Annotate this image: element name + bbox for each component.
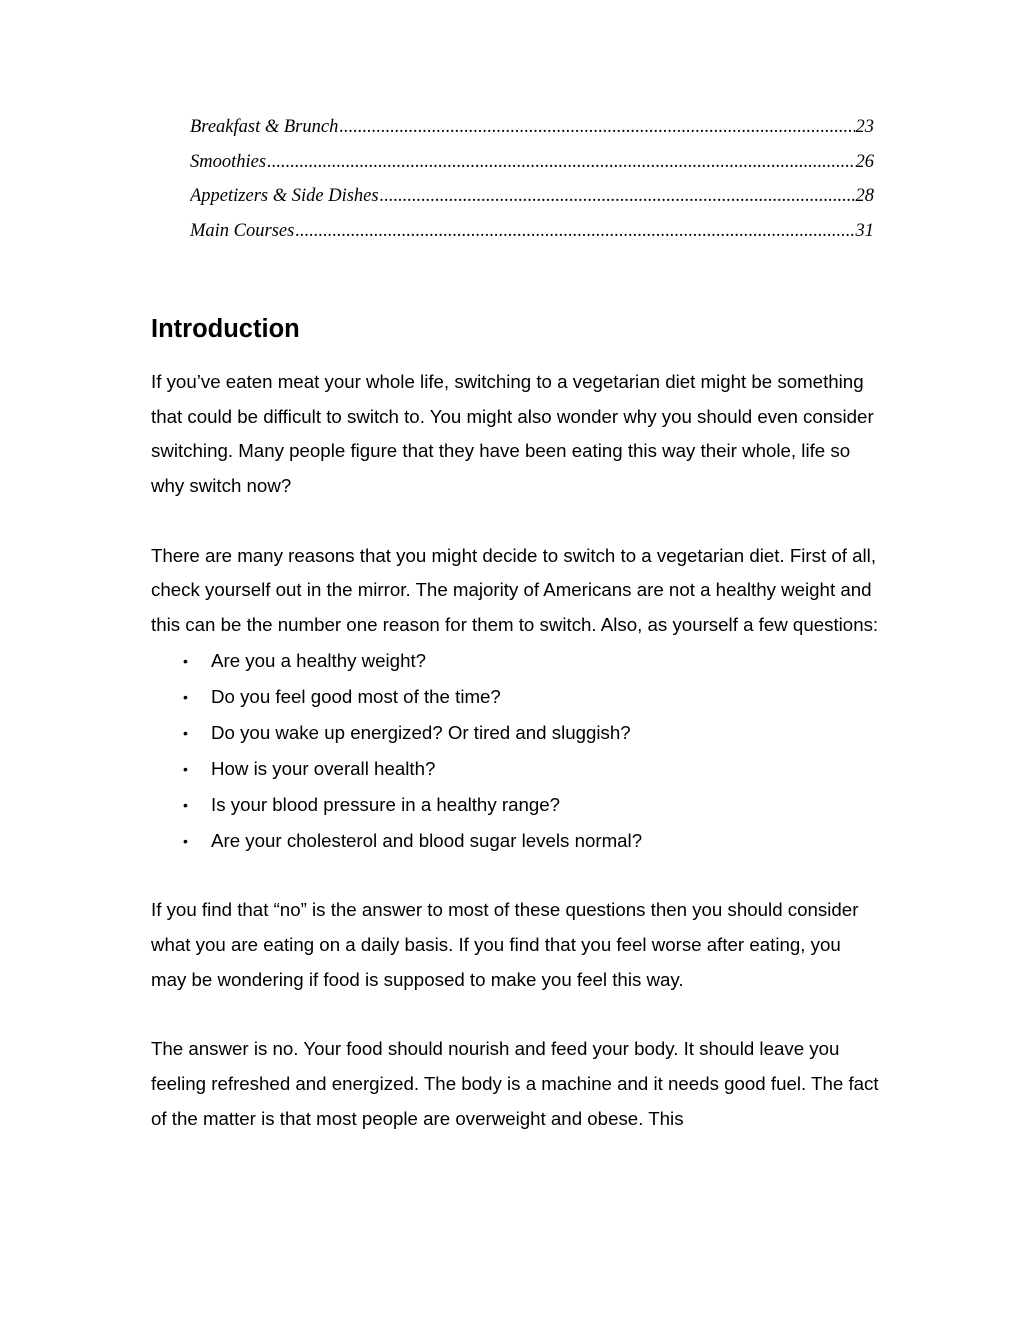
- paragraph-reasons: There are many reasons that you might decide to switch to a vegetarian diet. First of all, check yourself out in the mirror. The majority of Americans are not a healthy weight and this can be the number one reason for them to switch. Also, as yourself a few questions:: [151, 544, 879, 635]
- main-content: [151, 309, 881, 1136]
- bullet-icon: •: [183, 652, 188, 669]
- paragraph-spacer: [151, 859, 881, 894]
- toc-entry-page: 31: [855, 221, 874, 242]
- bullet-icon: •: [183, 796, 188, 813]
- toc-leader-dots: [295, 221, 854, 242]
- toc-leader-dots: [380, 186, 855, 207]
- toc-leader-dots: [339, 117, 854, 138]
- toc-entry[interactable]: [190, 117, 874, 152]
- toc-entry-title: Appetizers & Side Dishes: [190, 186, 379, 207]
- list-item-text: Are you a healthy weight?: [211, 649, 427, 671]
- paragraph-spacer: [151, 504, 881, 539]
- list-item: [151, 823, 881, 859]
- paragraph-answer-no: If you find that “no” is the answer to most of these questions then you should consider what you are eating on a daily basis. If you find that you feel worse after eating, you may be wondering if food is supposed to make you feel this way.: [151, 899, 859, 990]
- toc-entry-title: Breakfast & Brunch: [190, 117, 339, 137]
- toc-entry-page: 28: [855, 186, 874, 207]
- bullet-icon: •: [183, 688, 188, 705]
- list-item-text: Is your blood pressure in a healthy range?: [211, 793, 561, 815]
- toc-leader-dots: [267, 152, 854, 173]
- paragraph-intro: If you’ve eaten meat your whole life, switching to a vegetarian diet might be something that could be difficult to switch to. You might also wonder why you should even consider switching. Many people figure that they have been eating this way their whole, life so why switch now?: [151, 371, 874, 497]
- list-item-text: Are your cholesterol and blood sugar levels normal?: [211, 829, 643, 851]
- paragraph-food-fuel: The answer is no. Your food should nourish and feed your body. It should leave you feeling refreshed and energized. The body is a machine and it needs good fuel. The fact of the matter is that most people are overweight and obese. This: [151, 1038, 879, 1129]
- paragraph-spacer: [151, 997, 881, 1032]
- table-of-contents: [190, 117, 874, 256]
- list-item: [151, 787, 881, 823]
- question-list: [151, 643, 881, 859]
- bullet-icon: •: [183, 760, 188, 777]
- toc-entry[interactable]: [190, 186, 874, 221]
- section-heading: Introduction: [151, 315, 300, 343]
- toc-entry[interactable]: [190, 152, 874, 187]
- list-item: [151, 679, 881, 715]
- toc-entry[interactable]: [190, 221, 874, 256]
- list-item: [151, 643, 881, 679]
- toc-entry-page: 26: [855, 151, 874, 172]
- bullet-icon: •: [183, 832, 188, 849]
- list-item: [151, 715, 881, 751]
- list-item-text: How is your overall health?: [211, 757, 436, 779]
- bullet-icon: •: [183, 724, 188, 741]
- toc-entry-title: Main Courses: [190, 221, 295, 242]
- list-item-text: Do you feel good most of the time?: [211, 685, 501, 707]
- toc-entry-title: Smoothies: [190, 151, 267, 172]
- list-item-text: Do you wake up energized? Or tired and sluggish?: [211, 721, 631, 743]
- list-item: [151, 751, 881, 787]
- toc-entry-page: 23: [855, 117, 874, 137]
